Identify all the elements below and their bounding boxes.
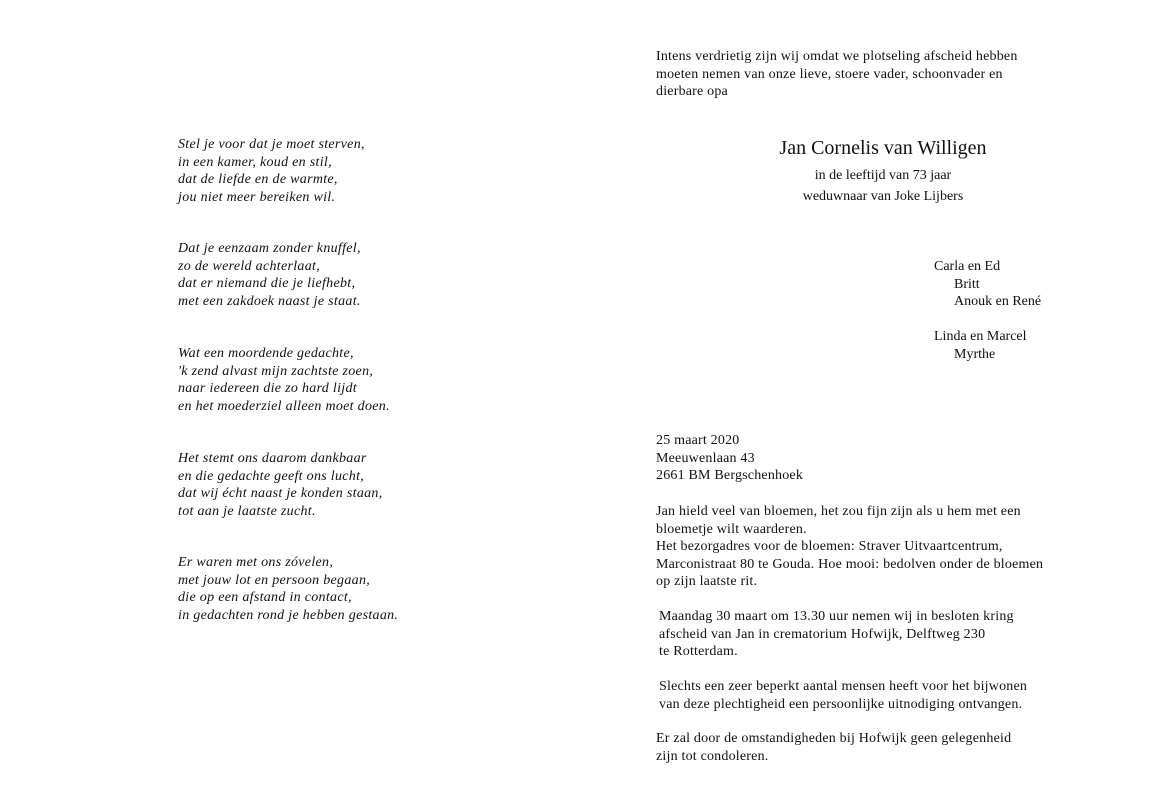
- poem-stanza-1: [178, 136, 478, 206]
- poem-line: Stel je voor dat je moet sterven,: [178, 137, 365, 152]
- intro-text: [656, 48, 1126, 101]
- family-member: Myrthe: [954, 346, 996, 362]
- text-line: Marconistraat 80 te Gouda. Hoe mooi: bedolven onder de bloemen: [656, 556, 1044, 572]
- poem-line: en het moederziel alleen moet doen.: [178, 398, 390, 414]
- family-member: Linda en Marcel: [934, 329, 1027, 344]
- text-line: dierbare opa: [656, 84, 728, 99]
- poem-stanza-4: [178, 450, 478, 520]
- poem-stanza-2: [178, 240, 478, 310]
- poem-line: Er waren met ons zóvelen,: [178, 555, 334, 570]
- text-line: bloemetje wilt waarderen.: [656, 521, 807, 537]
- text-line: te Rotterdam.: [659, 644, 738, 659]
- text-line: Er zal door de omstandigheden bij Hofwijk geen gelegenheid: [656, 731, 1012, 746]
- family-group-2: [934, 328, 1027, 363]
- address-block: [656, 432, 1126, 485]
- family-member: Britt: [954, 276, 980, 292]
- poem-stanza-5: [178, 554, 478, 624]
- poem-line: dat er niemand die je liefhebt,: [178, 276, 356, 291]
- family-member: Carla en Ed: [934, 259, 1001, 274]
- text-line: Slechts een zeer beperkt aantal mensen heeft voor het bijwonen: [659, 679, 1028, 694]
- text-line: afscheid van Jan in crematorium Hofwijk, Delftweg 230: [659, 626, 986, 642]
- poem-line: en die gedachte geeft ons lucht,: [178, 468, 365, 484]
- city-line: 2661 BM Bergschenhoek: [656, 468, 804, 483]
- poem-line: zo de wereld achterlaat,: [178, 258, 320, 274]
- poem-stanza-3: [178, 345, 478, 415]
- family-group-1: [934, 258, 1041, 311]
- poem-line: met jouw lot en persoon begaan,: [178, 572, 371, 588]
- text-line: op zijn laatste rit.: [656, 574, 758, 589]
- text-line: Maandag 30 maart om 13.30 uur nemen wij in besloten kring: [659, 609, 1014, 624]
- poem-line: Wat een moordende gedachte,: [178, 346, 354, 361]
- flowers-text: [656, 503, 1126, 591]
- poem-line: met een zakdoek naast je staat.: [178, 293, 361, 309]
- poem-line: dat wij écht naast je konden staan,: [178, 486, 383, 501]
- text-line: Jan hield veel van bloemen, het zou fijn zijn als u hem met een: [656, 504, 1021, 519]
- poem-line: 'k zend alvast mijn zachtste zoen,: [178, 363, 374, 379]
- ceremony-text: [659, 608, 1129, 661]
- age-line: in de leeftijd van 73 jaar: [814, 168, 952, 183]
- poem-line: die op een afstand in contact,: [178, 590, 352, 605]
- poem-line: dat de liefde en de warmte,: [178, 172, 338, 187]
- text-line: moeten nemen van onze lieve, stoere vader, schoonvader en: [656, 66, 1003, 82]
- condolence-text: [656, 730, 1126, 765]
- family-member: Anouk en René: [954, 294, 1042, 309]
- text-line: Intens verdrietig zijn wij omdat we plotseling afscheid hebben: [656, 49, 1018, 64]
- poem-line: tot aan je laatste zucht.: [178, 503, 316, 519]
- poem-line: Het stemt ons daarom dankbaar: [178, 451, 367, 466]
- text-line: van deze plechtigheid een persoonlijke uitnodiging ontvangen.: [659, 696, 1023, 712]
- poem-line: in gedachten rond je hebben gestaan.: [178, 607, 399, 623]
- deceased-name: Jan Cornelis van Willigen: [779, 137, 987, 159]
- text-line: Het bezorgadres voor de bloemen: Straver Uitvaartcentrum,: [656, 539, 1003, 554]
- poem-line: jou niet meer bereiken wil.: [178, 189, 336, 205]
- poem-line: in een kamer, koud en stil,: [178, 154, 332, 170]
- poem-line: Dat je eenzaam zonder knuffel,: [178, 241, 361, 256]
- invitation-text: [659, 678, 1129, 713]
- street-line: Meeuwenlaan 43: [656, 450, 755, 466]
- poem-line: naar iedereen die zo hard lijdt: [178, 381, 357, 396]
- widower-line: weduwnaar van Joke Lijbers: [802, 189, 964, 204]
- date-line: 25 maart 2020: [656, 433, 740, 448]
- text-line: zijn tot condoleren.: [656, 748, 769, 764]
